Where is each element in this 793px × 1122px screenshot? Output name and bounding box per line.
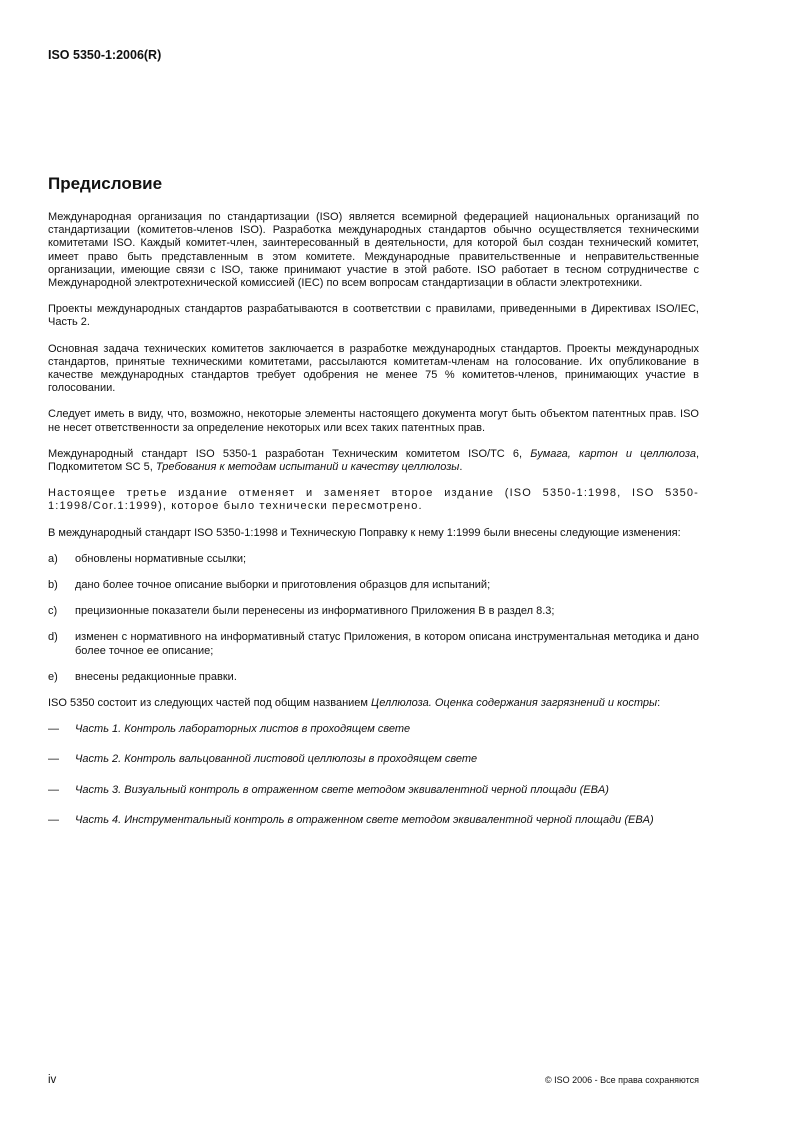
- part-text: Часть 4. Инструментальный контроль в отраженном свете методом эквивалентной черной площади (EBA): [75, 813, 654, 826]
- paragraph: [48, 448, 699, 474]
- section-title: Предисловие: [48, 174, 163, 193]
- document-id: ISO 5350-1:2006(R): [48, 48, 162, 62]
- list-item: [48, 553, 699, 566]
- list-text: изменен с нормативного на информативный статус Приложения, в котором описана инструментальная методика и дано более точное ее описание;: [75, 631, 699, 657]
- part-text: Часть 3. Визуальный контроль в отраженном свете методом эквивалентной черной площади (EBA): [75, 783, 609, 796]
- list-marker: d): [48, 631, 58, 644]
- list-marker: c): [48, 605, 58, 618]
- paragraph: Настоящее третье издание отменяет и заменяет второе издание (ISO 5350-1:1998, ISO 5350-1:1998/Cor.1:1999), которое было технически пересмотрено.: [48, 487, 699, 513]
- list-text: обновлены нормативные ссылки;: [75, 552, 247, 565]
- text-run: , Подкомитетом SC 5,: [48, 447, 700, 474]
- text-run: ISO 5350 состоит из следующих частей под общим названием: [48, 697, 372, 710]
- paragraph: [48, 697, 699, 710]
- list-marker: a): [48, 552, 58, 565]
- paragraph: Основная задача технических комитетов заключается в разработке международных стандартов. Проекты международных стандартов, принятые техническими комитетами, рассылаются комитетам-членам на голосование. Их опубликование в качестве международных стандартов требует одобрения не менее 75 % комитетов-членов, принимающих участие в голосовании.: [48, 342, 699, 395]
- dash-marker: —: [48, 753, 59, 766]
- italic-title: Бумага, картон и целлюлоза: [530, 447, 696, 460]
- list-text: дано более точное описание выборки и приготовления образцов для испытаний;: [75, 579, 491, 592]
- paragraph: Следует иметь в виду, что, возможно, некоторые элементы настоящего документа могут быть объектом патентных прав. ISO не несет ответственности за определение некоторых или всех таких патентных прав.: [48, 408, 699, 434]
- list-marker: e): [48, 670, 58, 683]
- text-run: .: [459, 461, 463, 474]
- list-text: внесены редакционные правки.: [75, 670, 237, 683]
- paragraph: Проекты международных стандартов разрабатываются в соответствии с правилами, приведенными в Директивах ISO/IEC, Часть 2.: [48, 303, 699, 329]
- dash-marker: —: [48, 723, 59, 736]
- paragraph: В международный стандарт ISO 5350-1:1998 и Техническую Поправку к нему 1:1999 были внесены следующие изменения:: [48, 526, 681, 539]
- part-item: [48, 753, 699, 766]
- list-item: [48, 605, 699, 618]
- list-item: [48, 631, 699, 657]
- list-text: прецизионные показатели были перенесены из информативного Приложения В в раздел 8.3;: [75, 605, 555, 618]
- paragraph: Международная организация по стандартизации (ISO) является всемирной федерацией национальных организаций по стандартизации (комитетов-членов ISO). Разработка международных стандартов обычно осуществляется техническими комитетами ISO. Каждый комитет-член, заинтересованный в деятельности, для которой был создан технический комитет, имеет право быть представленным в этом комитете. Международные правительственные и неправительственные организации, имеющие связи с ISO, также принимают участие в этой работе. ISO работает в тесном сотрудничестве с Международной электротехнической комиссией (IEC) по всем вопросам стандартизации в области электротехники.: [48, 211, 699, 290]
- page-footer: [48, 1074, 699, 1086]
- dash-marker: —: [48, 813, 59, 826]
- italic-title: Целлюлоза. Оценка содержания загрязнений и костры: [371, 697, 658, 710]
- list-item: [48, 579, 699, 592]
- dash-marker: —: [48, 783, 59, 796]
- part-text: Часть 2. Контроль вальцованной листовой целлюлозы в проходящем свете: [75, 753, 478, 766]
- italic-title: Требования к методам испытаний и качеству целлюлозы: [155, 461, 460, 474]
- text-run: Международный стандарт ISO 5350-1 разработан Техническим комитетом ISO/TC 6,: [48, 447, 531, 460]
- list-marker: b): [48, 579, 58, 592]
- page-number: iv: [48, 1074, 57, 1086]
- part-item: [48, 814, 699, 827]
- part-item: [48, 784, 699, 797]
- part-text: Часть 1. Контроль лабораторных листов в проходящем свете: [75, 723, 411, 736]
- foreword-body: [48, 211, 699, 844]
- copyright-notice: © ISO 2006 - Все права сохраняются: [544, 1075, 699, 1085]
- text-run: :: [657, 697, 661, 710]
- list-item: [48, 671, 699, 684]
- part-item: [48, 723, 699, 736]
